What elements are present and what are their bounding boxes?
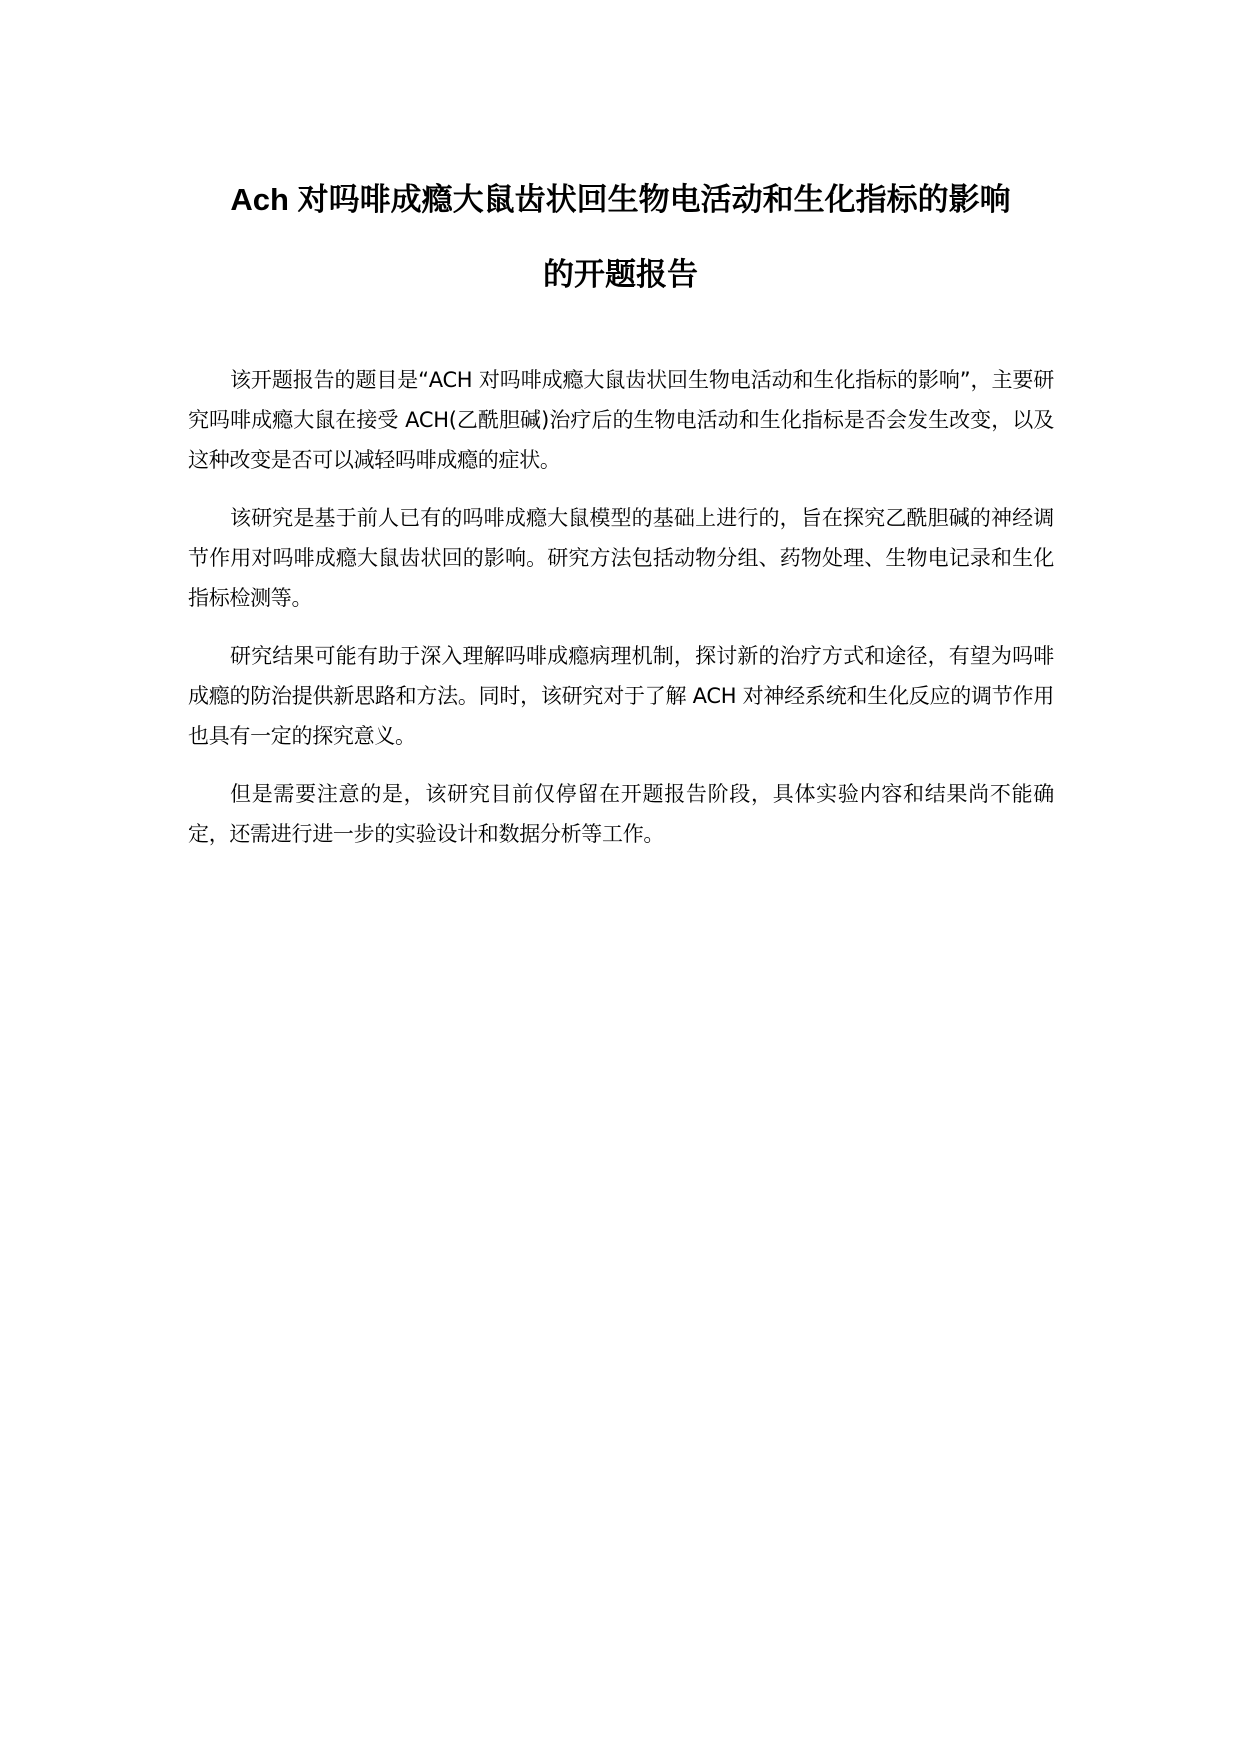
document-body [188, 360, 1054, 872]
paragraph: 研究结果可能有助于深入理解吗啡成瘾病理机制，探讨新的治疗方式和途径，有望为吗啡成瘾的防治提供新思路和方法。同时，该研究对于了解 ACH 对神经系统和生化反应的调节作用也具有一定的探究意义。 [188, 644, 1054, 748]
paragraph: 该研究是基于前人已有的吗啡成瘾大鼠模型的基础上进行的，旨在探究乙酰胆碱的神经调节作用对吗啡成瘾大鼠齿状回的影响。研究方法包括动物分组、药物处理、生物电记录和生化指标检测等。 [188, 506, 1054, 610]
document-title-line-1: Ach 对吗啡成瘾大鼠齿状回生物电活动和生化指标的影响 [230, 182, 1011, 217]
paragraph: 该开题报告的题目是“ACH 对吗啡成瘾大鼠齿状回生物电活动和生化指标的影响”，主要研究吗啡成瘾大鼠在接受 ACH(乙酰胆碱)治疗后的生物电活动和生化指标是否会发生改变，以及这种改变是否可以减轻吗啡成瘾的症状。 [188, 368, 1054, 472]
document-title-line-2: 的开题报告 [543, 257, 698, 292]
paragraph: 但是需要注意的是，该研究目前仅停留在开题报告阶段，具体实验内容和结果尚不能确定，还需进行进一步的实验设计和数据分析等工作。 [188, 782, 1054, 846]
